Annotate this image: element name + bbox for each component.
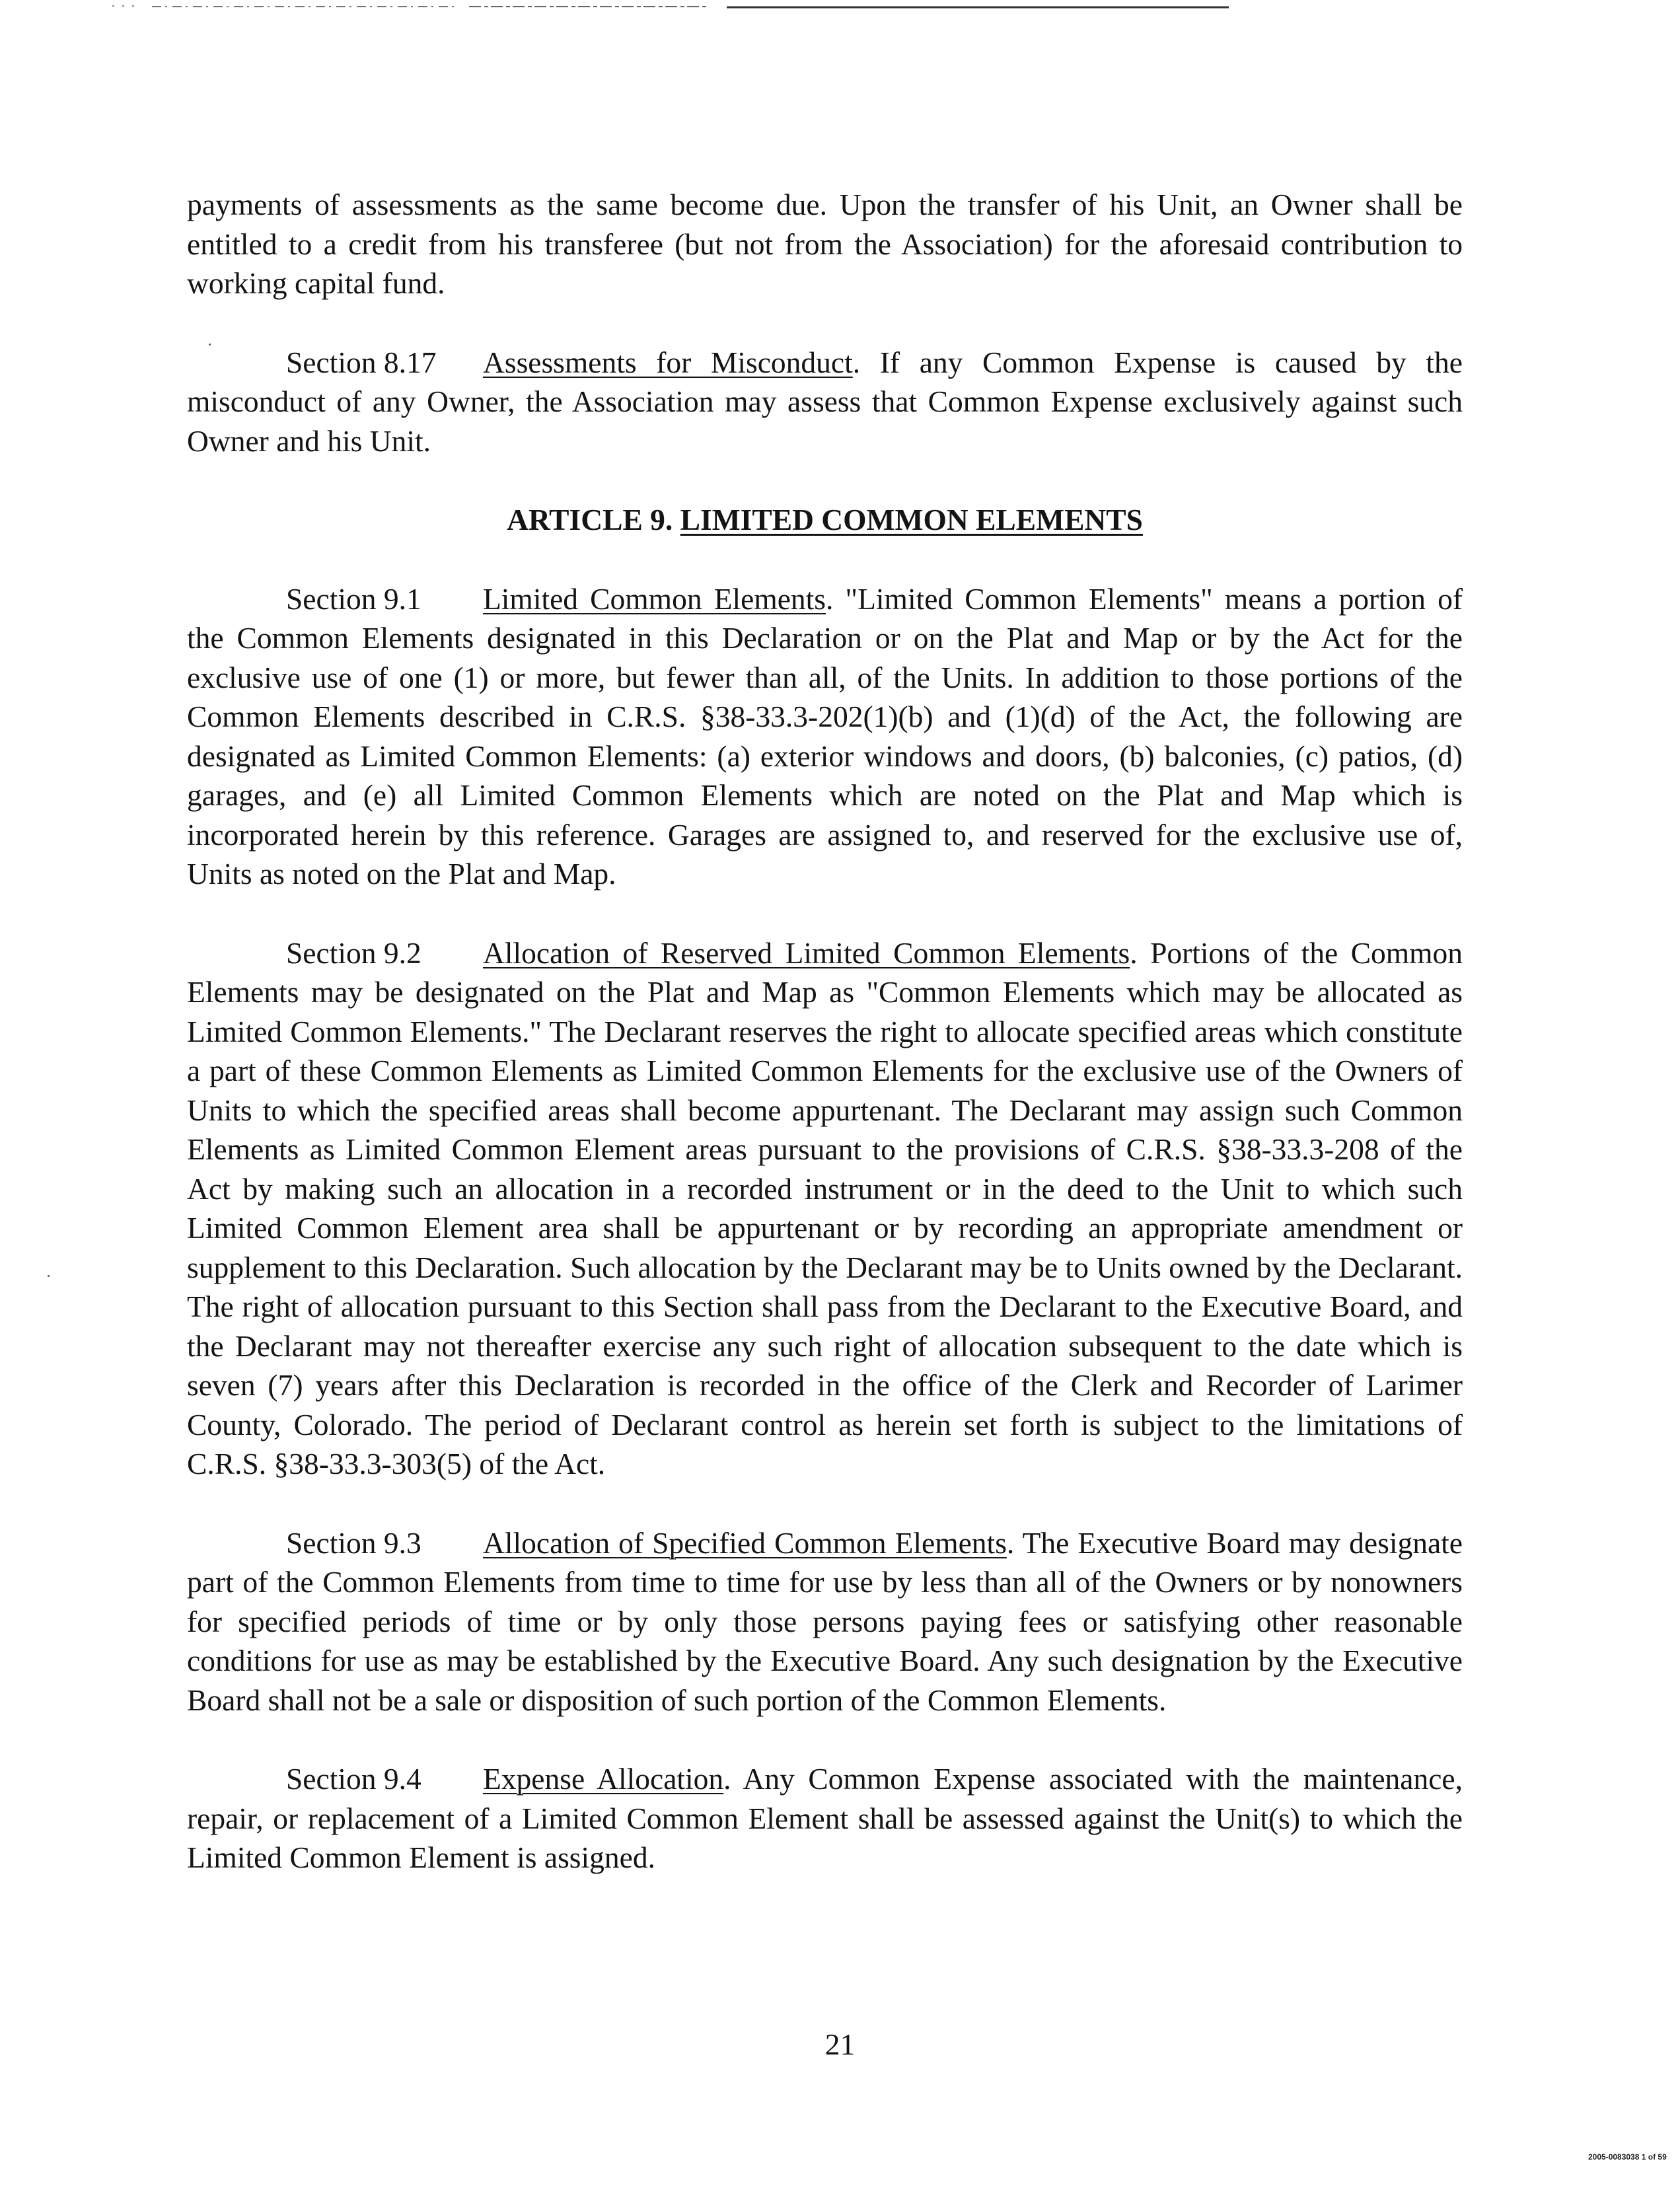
section-label: Section 9.2 [286,935,421,970]
continuation-paragraph [187,185,1463,303]
section-title: Expense Allocation [483,1762,724,1796]
section-title: Limited Common Elements [483,581,826,616]
section-label: Section 8.17 [286,345,437,379]
section-body: . Any Common Expense associated with the maintenance, repair, or replacement of a Limited Common Element shall be assessed against the Unit(s) to which the Limited Common Element is assigned. [187,1762,1463,1874]
scan-artifact-header [112,3,1229,9]
page-number: 21 [824,2027,856,2061]
section-title: Assessments for Misconduct [483,345,853,379]
section-9-4-paragraph [187,1759,1463,1877]
article-heading [187,500,1463,540]
section-body: . Portions of the Common Elements may be designated on the Plat and Map as "Common Elements which may be allocated as Limited Common Elements." The Declarant reserves the right to allocate specified areas which constitute a part of these Common Elements as Limited Common Elements for the exclusive use of the Owners of Units to which the specified areas shall become appurtenant. The Declarant may assign such Common Elements as Limited Common Element areas pursuant to the provisions of C.R.S. §38-33.3-208 of the Act by making such an allocation in a recorded instrument or in the deed to the Unit to which such Limited Common Element area shall be appurtenant or by recording an appropriate amendment or supplement to this Declaration. Such allocation by the Declarant may be to Units owned by the Declarant. The right of allocation pursuant to this Section shall pass from the Declarant to the Executive Board, and the Declarant may not thereafter exercise any such right of allocation subsequent to the date which is seven (7) years after this Declaration is recorded in the office of the Clerk and Recorder of Larimer County, Colorado. The period of Declarant control as herein set forth is subject to the limitations of C.R.S. §38-33.3-303(5) of the Act. [187,935,1463,1480]
section-body: . If any Common Expense is caused by the misconduct of any Owner, the Association may assess that Common Expense exclusively against such Owner and his Unit. [187,345,1463,458]
section-title: Allocation of Reserved Limited Common Elements [483,935,1130,970]
section-label: Section 9.1 [286,581,421,616]
article-heading-name: LIMITED COMMON ELEMENTS [680,503,1143,536]
continuation-text: payments of assessments as the same become due. Upon the transfer of his Unit, an Owner shall be entitled to a credit from his transferee (but not from the Association) for the aforesaid contribution to working capital fund. [187,188,1463,300]
section-label: Section 9.4 [286,1762,421,1796]
section-9-2-paragraph [187,933,1463,1484]
section-9-3-paragraph [187,1523,1463,1720]
recording-stamp: 2005-0083038 1 of 59 [1588,2152,1667,2162]
margin-speck [48,1275,50,1277]
section-label: Section 9.3 [286,1525,421,1560]
article-heading-prefix: ARTICLE 9. [507,503,673,536]
section-title: Allocation of Specified Common Elements [483,1525,1007,1560]
document-body [187,185,1463,1877]
section-9-1-paragraph [187,579,1463,894]
section-8-17-paragraph [187,343,1463,461]
section-body: . The Executive Board may designate part of the Common Elements from time to time for use by less than all of the Owners or by nonowners for specified periods of time or by only those persons paying fees or satisfying other reasonable conditions for use as may be established by the Executive Board. Any such designation by the Executive Board shall not be a sale or disposition of such portion of the Common Elements. [187,1525,1463,1717]
section-body: . "Limited Common Elements" means a portion of the Common Elements designated in this Declaration or on the Plat and Map or by the Act for the exclusive use of one (1) or more, but fewer than all, of the Units. In addition to those portions of the Common Elements described in C.R.S. §38-33.3-202(1)(b) and (1)(d) of the Act, the following are designated as Limited Common Elements: (a) exterior windows and doors, (b) balconies, (c) patios, (d) garages, and (e) all Limited Common Elements which are noted on the Plat and Map which is incorporated herein by this reference. Garages are assigned to, and reserved for the exclusive use of, Units as noted on the Plat and Map. [187,581,1463,891]
